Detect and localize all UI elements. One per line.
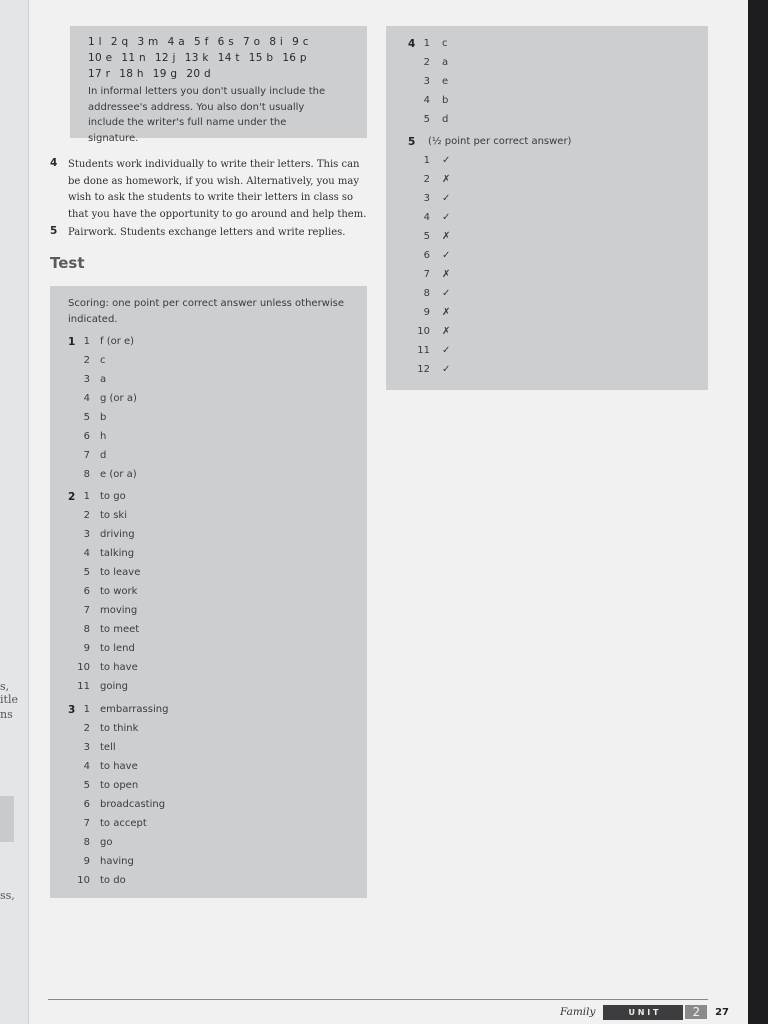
answer-row: 5 to leave [83,567,141,578]
section-number: 1 [68,336,76,348]
answer-row: 3 driving [83,529,135,540]
instruction-number: 5 [50,225,58,237]
scoring-note: Scoring: one point per correct answer unless otherwise indicated. [68,298,345,325]
answer-row: 3 tell [83,742,116,753]
section-number: 4 [408,38,416,50]
section-number: 5 [408,136,416,148]
edge-text-fragment: ns [0,708,13,721]
footer-rule [48,999,708,1000]
test-heading: Test [50,254,85,272]
answer-row: 5 b [83,412,107,423]
test-answer-box [50,286,367,898]
answer-row: 2 to think [83,723,139,734]
answer-row: 8 go [83,837,113,848]
footer-unit-label: U N I T [603,1005,683,1020]
answer-row: 8 to meet [83,624,140,635]
answer-row: 11 going [77,681,128,692]
answer-row: 4 ✓ [423,212,451,223]
instruction-number: 4 [50,157,58,169]
answer-row: 6 h [83,431,107,442]
instruction-4 [50,157,370,223]
previous-page-edge [0,0,29,1024]
edge-text-fragment: s, [0,680,10,693]
answer-row: 10 ✗ [417,326,451,337]
answer-row: 3 e [423,76,449,87]
footer-unit-number: 2 [685,1005,707,1019]
answer-row: 2 a [423,57,449,68]
answer-row: 5 to open [83,780,139,791]
answer-row: 11 ✓ [417,345,451,356]
answer-row: 6 to work [83,586,138,597]
letter-note: In informal letters you don't usually include the addressee's address. You also don't usually include the writer's full name under the signature. [88,86,326,144]
instruction-text: Students work individually to write their letters. This can be done as homework, if you wish. Alternatively, you may wish to ask the students to write their letters in class so that you have the opportunity to go around and help them. [68,159,367,220]
answer-row: 2 ✗ [423,174,451,185]
edge-text-fragment: ss, [0,889,15,902]
answer-row: 6 ✓ [423,250,451,261]
answer-row: 4 b [423,95,449,106]
answer-row: 1 embarrassing [83,704,169,715]
answer-row: 8 e (or a) [83,469,137,480]
answer-box-letters [70,26,367,144]
answer-row: 9 ✗ [423,307,451,318]
answer-row: 7 ✗ [423,269,451,280]
letter-grid [88,34,309,82]
section-number: 3 [68,704,76,716]
answer-row: 4 talking [83,548,135,559]
answer-row: 10 to do [77,875,126,886]
answer-row: 7 d [83,450,107,461]
answer-row: 7 to accept [83,818,147,829]
answer-row: 1 f (or e) [83,336,135,347]
edge-shaded-box [0,796,14,842]
answer-row: 2 c [83,355,106,366]
section-number: 2 [68,491,76,503]
answer-row: 3 ✓ [423,193,451,204]
grid-row: 1 l 2 q 3 m 4 a 5 f 6 s 7 o 8 i 9 c [88,36,309,48]
grid-row: 17 r 18 h 19 g 20 d [88,68,211,80]
footer-family-label: Family [560,1006,596,1018]
answer-row: 10 to have [77,662,138,673]
answer-row: 8 ✓ [423,288,451,299]
answer-row: 5 ✗ [423,231,451,242]
answer-row: 4 to have [83,761,138,772]
answer-row: 12 ✓ [417,364,451,375]
answer-row: 9 to lend [83,643,135,654]
answer-row: 1 c [423,38,448,49]
answer-row: 1 ✓ [423,155,451,166]
answer-row: 6 broadcasting [83,799,166,810]
answer-row: 7 moving [83,605,138,616]
answer-row: 9 having [83,856,134,867]
answer-row: 1 to go [83,491,126,502]
answer-row: 5 d [423,114,449,125]
answer-row: 4 g (or a) [83,393,137,404]
edge-text-fragment: itle [0,693,18,706]
answer-row: 3 a [83,374,107,385]
answer-row: 2 to ski [83,510,127,521]
page-number: 27 [715,1006,729,1018]
instruction-5 [50,225,370,242]
grid-row: 10 e 11 n 12 j 13 k 14 t 15 b 16 p [88,52,307,64]
section-note: (½ point per correct answer) [428,136,572,147]
page-footer [560,1004,729,1020]
answer-box-right [386,26,708,390]
instruction-text: Pairwork. Students exchange letters and write replies. [68,227,346,238]
